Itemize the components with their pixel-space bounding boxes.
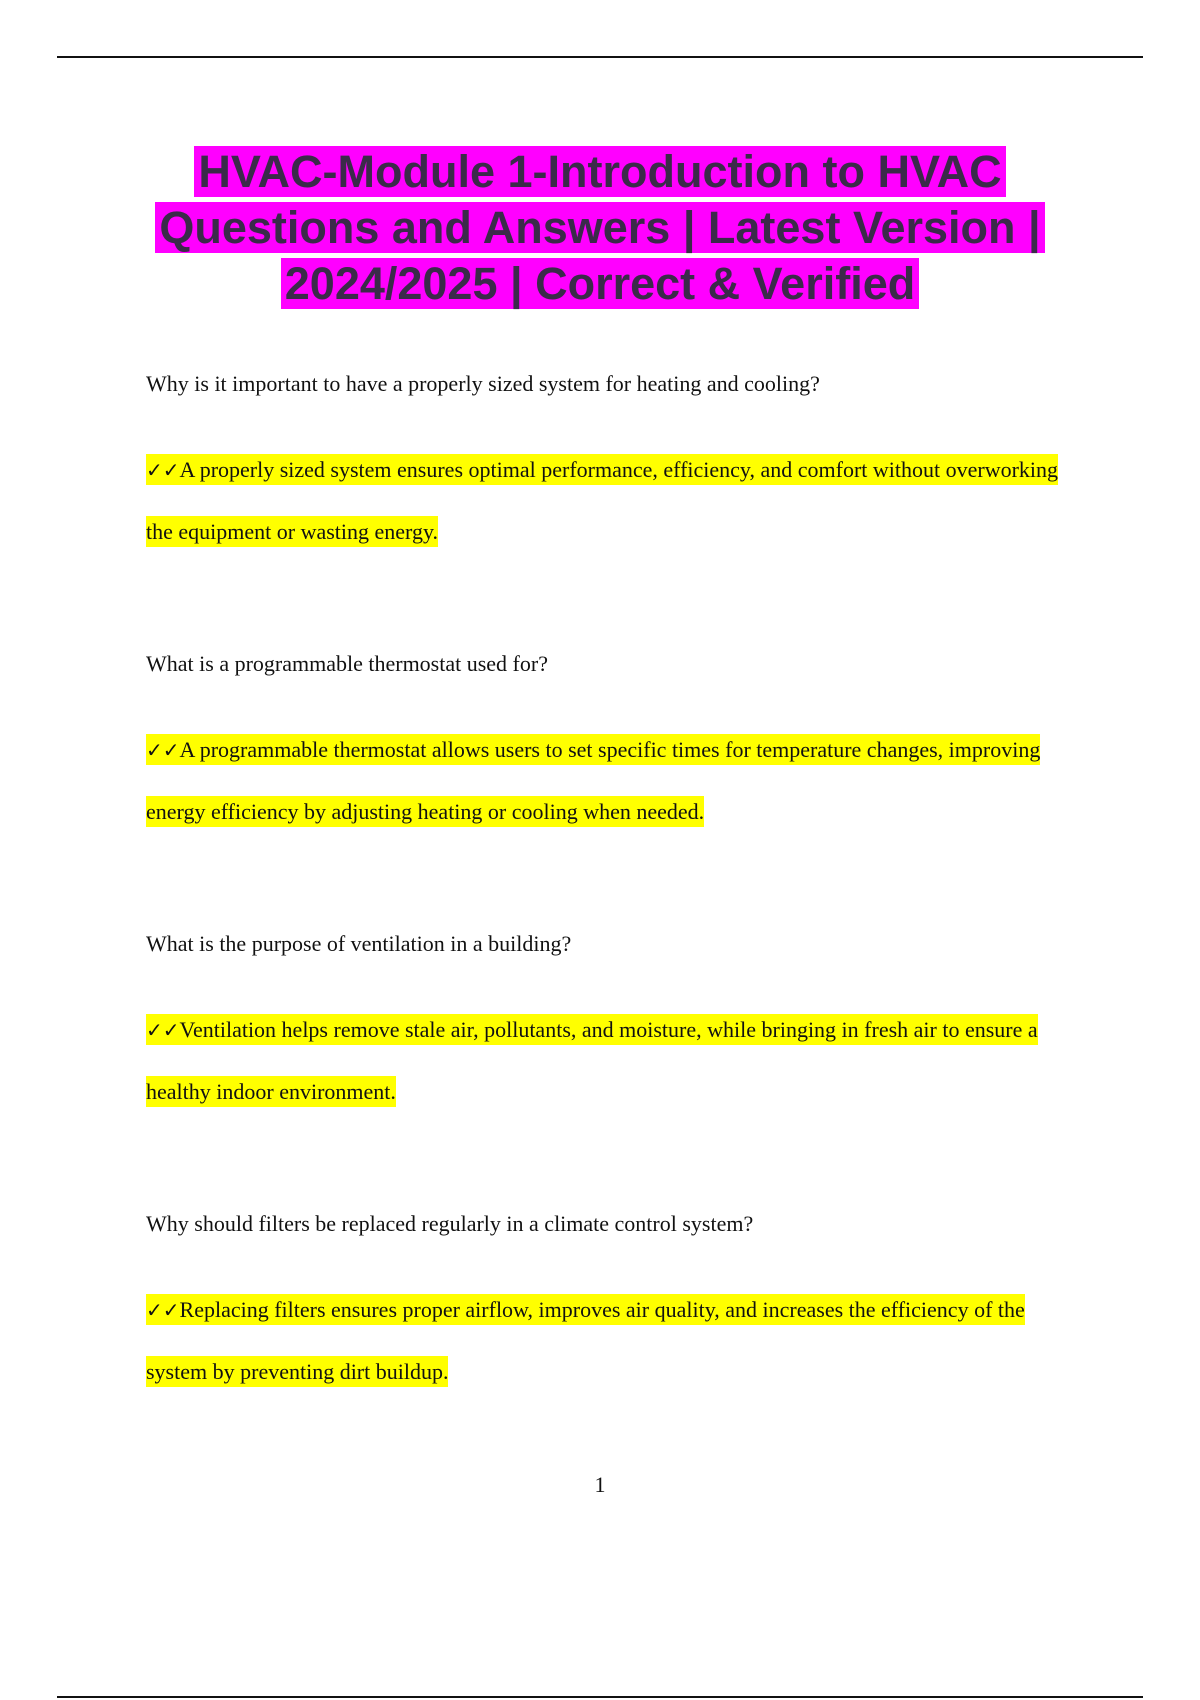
qa-item-3 (146, 930, 1086, 1122)
answer-text: A properly sized system ensures optimal performance, efficiency, and comfort without overworking the equipment or wasting energy. (146, 457, 1059, 544)
check-mark-icon: ✓✓ (146, 1298, 180, 1322)
answer-2 (146, 719, 1086, 842)
answer-highlight (146, 734, 1040, 827)
qa-item-1 (146, 370, 1086, 562)
check-mark-icon: ✓✓ (146, 1018, 180, 1042)
question-1: Why is it important to have a properly sized system for heating and cooling? (146, 371, 820, 396)
top-rule (57, 56, 1143, 58)
check-mark-icon: ✓✓ (146, 738, 180, 762)
answer-text: Ventilation helps remove stale air, pollutants, and moisture, while bringing in fresh air to ensure a healthy indoor environment. (146, 1017, 1038, 1104)
answer-highlight (146, 1014, 1038, 1107)
answer-text: A programmable thermostat allows users to set specific times for temperature changes, improving energy efficiency by adjusting heating or cooling when needed. (146, 737, 1041, 824)
answer-3 (146, 999, 1086, 1122)
question-4: Why should filters be replaced regularly in a climate control system? (146, 1211, 754, 1236)
check-mark-icon: ✓✓ (146, 458, 180, 482)
title-highlight: HVAC-Module 1-Introduction to HVAC Questions and Answers | Latest Version | 2024/2025 | Correct & Verified (155, 146, 1044, 309)
answer-4 (146, 1279, 1086, 1402)
page-number: 1 (594, 1472, 606, 1497)
answer-text: Replacing filters ensures proper airflow, improves air quality, and increases the efficiency of the system by preventing dirt buildup. (146, 1297, 1025, 1384)
answer-1 (146, 439, 1086, 562)
question-2: What is a programmable thermostat used for? (146, 651, 548, 676)
document-title (100, 144, 1100, 312)
answer-highlight (146, 1294, 1025, 1387)
question-3: What is the purpose of ventilation in a building? (146, 931, 572, 956)
answer-highlight (146, 454, 1058, 547)
qa-item-2 (146, 650, 1086, 842)
qa-item-4 (146, 1210, 1086, 1402)
bottom-rule (57, 1696, 1143, 1698)
